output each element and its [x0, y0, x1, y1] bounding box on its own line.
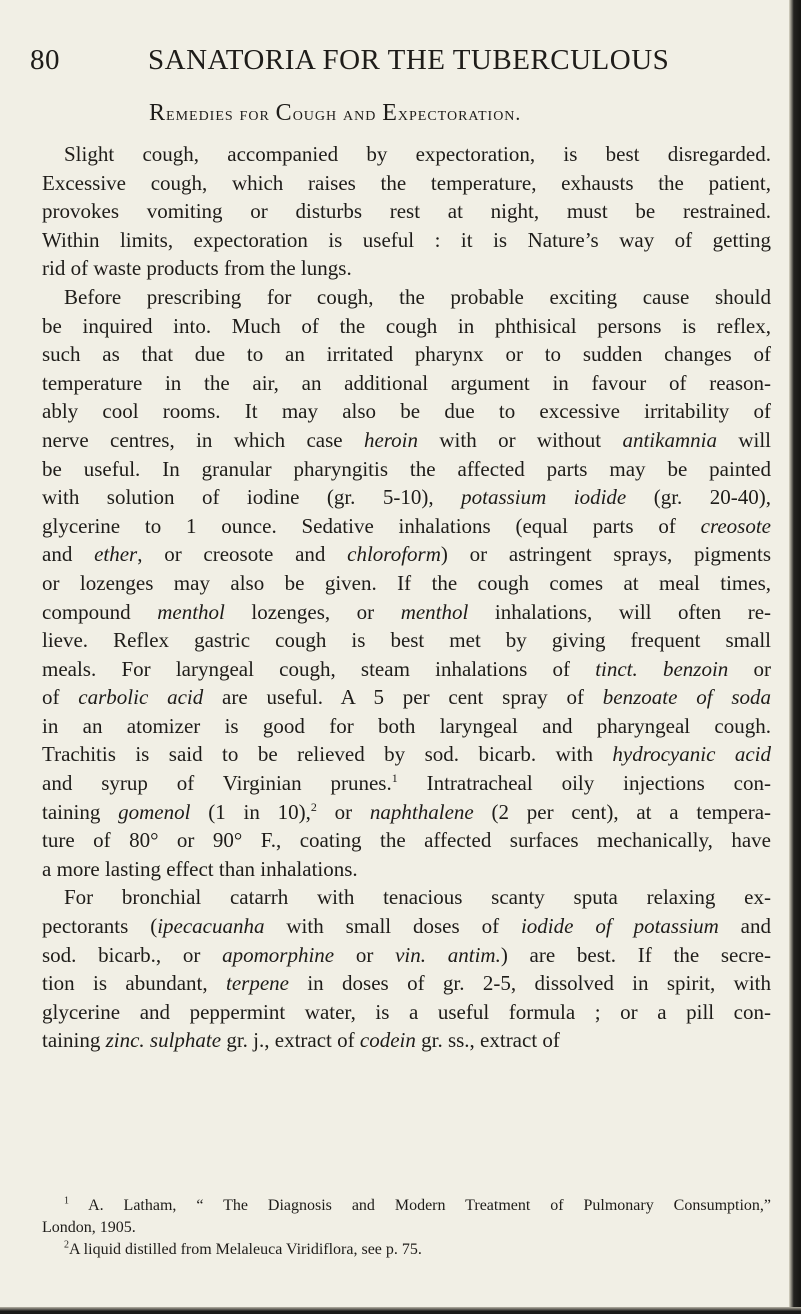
footnote-2: [42, 1239, 771, 1261]
text-segment: with or without: [418, 427, 623, 452]
text-segment: or lozenges may also be given. If the cough comes at meal times,: [42, 570, 771, 595]
text-segment: (gr. 20-40),: [626, 485, 771, 510]
page-bottom-edge: [0, 1307, 801, 1314]
text-line: [42, 712, 771, 741]
text-segment: ture of 80° or 90° F., coating the affected surfaces mechanically, have: [42, 828, 771, 853]
heading-text-2: ough and: [292, 104, 383, 125]
text-line: [42, 483, 771, 512]
footnote-1-text: A. Latham, “ The Diagnosis and Modern Treatment of Pulmonary Consumption,”: [88, 1197, 772, 1214]
text-line: [42, 626, 771, 655]
text-segment: in doses of gr. 2-5, dissolved in spirit, with: [288, 971, 771, 996]
text-segment: or: [316, 799, 370, 824]
text-segment: gr. j., extract of: [221, 1028, 360, 1053]
italic-term: potassium iodide: [461, 485, 627, 510]
italic-term: ipecacuanha: [157, 914, 265, 939]
text-segment: are useful. A 5 per cent spray of: [203, 685, 603, 710]
text-segment: meals. For laryngeal cough, steam inhalations of: [42, 656, 596, 681]
running-title: SANATORIA FOR THE TUBERCULOUS: [148, 44, 670, 76]
footnotes: [42, 1195, 771, 1261]
italic-term: codein: [359, 1028, 416, 1053]
footnote-marker: 2: [310, 799, 317, 814]
italic-term: tinct. benzoin: [595, 656, 729, 681]
italic-term: naphthalene: [369, 799, 474, 824]
text-segment: rid of waste products from the lungs.: [42, 256, 352, 281]
text-segment: Excessive cough, which raises the temperature, exhausts the patient,: [42, 170, 771, 195]
text-segment: ably cool rooms. It may also be due to excessive irritability of: [42, 399, 771, 424]
text-segment: glycerine and peppermint water, is a useful formula ; or a pill con-: [42, 999, 771, 1024]
text-line: [42, 855, 771, 884]
body-text: [42, 140, 771, 1055]
text-segment: gr. ss., extract of: [415, 1028, 560, 1053]
text-segment: ) or astringent sprays, pigments: [440, 542, 772, 567]
italic-term: menthol: [157, 599, 225, 624]
text-segment: sod. bicarb., or: [42, 942, 223, 967]
text-line: [42, 426, 771, 455]
text-line: [42, 540, 771, 569]
italic-term: heroin: [363, 427, 419, 452]
text-segment: and: [42, 542, 95, 567]
text-segment: ) are best. If the secre-: [500, 942, 771, 967]
text-line: [42, 369, 771, 398]
text-segment: a more lasting effect than inhalations.: [42, 856, 358, 881]
italic-term: terpene: [226, 971, 289, 996]
italic-term: carbolic acid: [78, 685, 204, 710]
heading-text-3: xpectoration.: [397, 104, 522, 125]
text-segment: be inquired into. Much of the cough in phthisical persons is reflex,: [42, 313, 771, 338]
text-segment: with solution of iodine (gr. 5-10),: [42, 485, 462, 510]
heading-initial-e: E: [382, 100, 398, 126]
text-segment: pectorants (: [42, 914, 158, 939]
text-segment: of: [42, 685, 79, 710]
text-segment: nerve centres, in which case: [42, 427, 364, 452]
text-segment: For bronchial catarrh with tenacious scanty sputa relaxing ex-: [64, 885, 771, 910]
text-segment: (2 per cent), at a tempera-: [473, 799, 772, 824]
paragraph-2: [42, 283, 771, 883]
text-segment: and syrup of Virginian prunes.: [42, 771, 392, 796]
text-line: [42, 941, 771, 970]
italic-term: iodide of potassium: [520, 914, 719, 939]
italic-term: benzoate of soda: [602, 685, 772, 710]
text-segment: such as that due to an irritated pharynx or to sudden changes of: [42, 342, 771, 367]
text-line: [42, 140, 771, 169]
text-segment: inhalations, will often re-: [468, 599, 772, 624]
text-line: [42, 1026, 771, 1055]
text-segment: in an atomizer is good for both laryngeal and pharyngeal cough.: [42, 713, 771, 738]
text-segment: tion is abundant,: [42, 971, 226, 996]
text-segment: provokes vomiting or disturbs rest at night, must be restrained.: [42, 199, 771, 224]
running-head: [30, 44, 750, 84]
text-line: [42, 826, 771, 855]
italic-term: gomenol: [118, 799, 191, 824]
text-line: [42, 683, 771, 712]
text-line: [42, 740, 771, 769]
text-line: [42, 998, 771, 1027]
text-segment: Slight cough, accompanied by expectoration, is best disregarded.: [64, 142, 771, 166]
text-segment: or: [334, 942, 396, 967]
text-line: [42, 912, 771, 941]
footnote-marker: 1: [391, 771, 398, 786]
italic-term: chloroform: [347, 542, 441, 567]
page-number: 80: [30, 44, 60, 76]
text-line: [42, 655, 771, 684]
text-segment: Intratracheal oily injections con-: [397, 771, 771, 796]
text-line: [42, 455, 771, 484]
footnote-1-mark: 1: [64, 1195, 69, 1207]
text-segment: glycerine to 1 ounce. Sedative inhalations (equal parts of: [42, 513, 701, 538]
text-line: [42, 197, 771, 226]
text-line: [42, 283, 771, 312]
text-segment: Within limits, expectoration is useful : it is Nature’s way of getting: [42, 227, 771, 252]
text-line: [42, 883, 771, 912]
italic-term: menthol: [400, 599, 469, 624]
text-segment: (1 in 10),: [190, 799, 311, 824]
italic-term: ether: [94, 542, 138, 567]
heading-initial-c: C: [275, 100, 293, 126]
text-line: [42, 340, 771, 369]
text-segment: taining: [42, 1028, 106, 1053]
footnote-2-text: A liquid distilled from Melaleuca Viridiflora, see p. 75.: [69, 1241, 422, 1258]
italic-term: antikamnia: [622, 427, 717, 452]
text-line: [42, 312, 771, 341]
text-segment: with small doses of: [264, 914, 521, 939]
footnote-2-mark: 2: [64, 1239, 69, 1251]
heading-text-1: emedies for: [166, 104, 276, 125]
text-segment: taining: [42, 799, 119, 824]
text-segment: will: [716, 427, 772, 452]
italic-term: vin. antim.: [395, 942, 501, 967]
text-line: [42, 969, 771, 998]
text-segment: compound: [42, 599, 158, 624]
text-segment: , or creosote and: [137, 542, 348, 567]
text-segment: lieve. Reflex gastric cough is best met by giving frequent small: [42, 628, 771, 653]
text-line: [42, 397, 771, 426]
text-line: [42, 798, 771, 827]
text-line: [42, 598, 771, 627]
text-line: [42, 226, 771, 255]
italic-term: zinc. sulphate: [105, 1028, 222, 1053]
text-line: [42, 769, 771, 798]
paragraph-1: [42, 140, 771, 283]
section-heading: [149, 100, 709, 132]
text-segment: and: [718, 914, 771, 939]
text-line: [42, 254, 771, 283]
text-segment: or: [728, 656, 771, 681]
page-edge-shadow: [789, 0, 801, 1314]
italic-term: hydrocyanic acid: [612, 742, 771, 767]
footnote-1: [42, 1195, 771, 1217]
footnote-1-continued: London, 1905.: [42, 1219, 136, 1236]
paragraph-3: [42, 883, 771, 1055]
text-line: [42, 512, 771, 541]
italic-term: apomorphine: [222, 942, 335, 967]
heading-initial-r: R: [149, 100, 167, 126]
text-segment: Trachitis is said to be relieved by sod. bicarb. with: [42, 742, 613, 767]
text-segment: Before prescribing for cough, the probable exciting cause should: [64, 284, 771, 309]
text-segment: be useful. In granular pharyngitis the affected parts may be painted: [42, 456, 771, 481]
text-segment: temperature in the air, an additional argument in favour of reason-: [42, 370, 771, 395]
text-segment: lozenges, or: [224, 599, 401, 624]
text-line: [42, 169, 771, 198]
text-line: [42, 569, 771, 598]
italic-term: creosote: [700, 513, 771, 538]
